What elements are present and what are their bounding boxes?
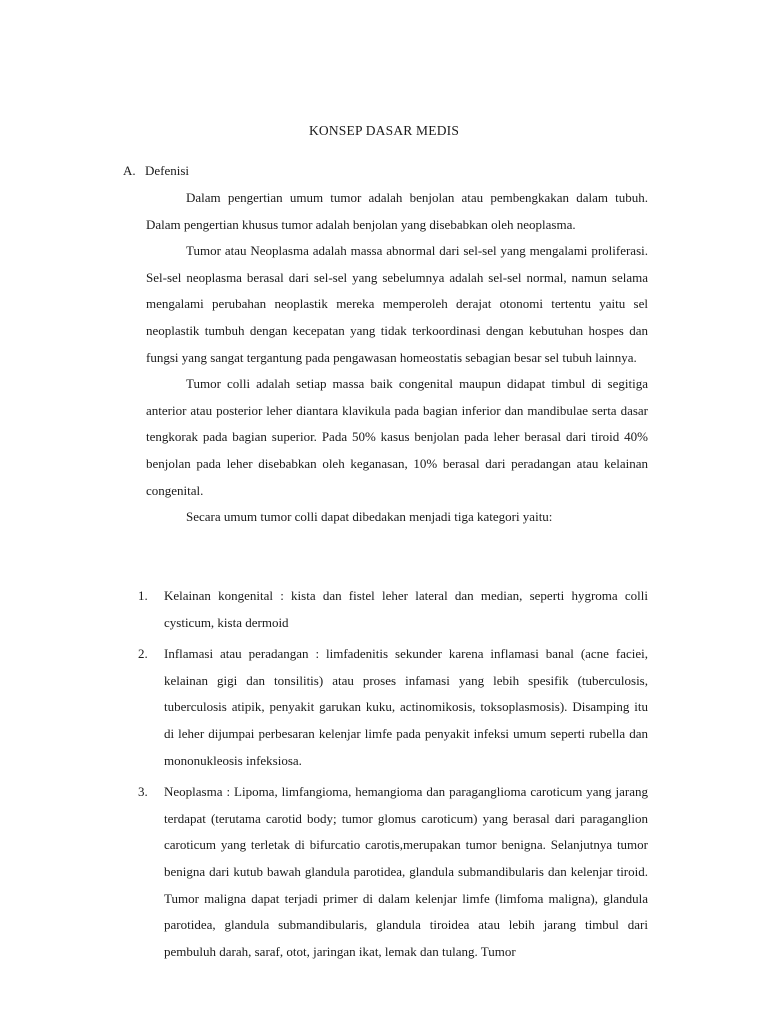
list-text: Kelainan kongenital : kista dan fistel leher lateral dan median, seperti hygroma colli cysticum, kista dermoid xyxy=(164,588,648,630)
section-letter: A. xyxy=(123,163,136,178)
paragraph: Tumor colli adalah setiap massa baik congenital maupun didapat timbul di segitiga anterior atau posterior leher diantara klavikula pada bagian inferior dan mandibulae serta dasar tengkorak pada bagian superior. Pada 50% kasus benjolan pada leher berasal dari tiroid 40% benjolan pada leher disebabkan oleh keganasan, 10% berasal dari peradangan atau kelainan congenital. xyxy=(146,376,648,498)
list-number: 2. xyxy=(138,646,148,662)
list-number: 1. xyxy=(138,588,148,603)
paragraph: Secara umum tumor colli dapat dibedakan menjadi tiga kategori yaitu: xyxy=(186,509,553,525)
paragraph: Dalam pengertian umum tumor adalah benjolan atau pembengkakan dalam tubuh. Dalam pengertian khusus tumor adalah benjolan yang disebabkan oleh neoplasma. xyxy=(146,190,648,232)
paragraph: Tumor atau Neoplasma adalah massa abnormal dari sel-sel yang mengalami proliferasi. Sel-sel neoplasma berasal dari sel-sel yang sebelumnya adalah sel-sel normal, namun selama mengalami perubahan neoplastik mereka memperoleh derajat otonomi tertentu yaitu sel neoplastik tumbuh dengan kecepatan yang tidak terkoordinasi dengan kebutuhan hospes dan fungsi yang sangat tergantung pada pengawasan homeostatis sebagian besar sel tubuh lainnya. xyxy=(146,243,648,365)
list-text: Neoplasma : Lipoma, limfangioma, hemangioma dan paraganglioma caroticum yang jarang terdapat (terutama carotid body; tumor glomus caroticum) yang berasal dari paraganglion caroticum yang terletak di bifurcatio carotis,merupakan tumor benigna. Selanjutnya tumor benigna dari kutub bawah glandula parotidea, glandula submandibularis dan kelenjar tiroid. Tumor maligna dapat terjadi primer di dalam kelenjar limfe (limfoma maligna), glandula parotidea, glandula submandibularis, glandula tiroidea atau lebih jarang timbul dari pembuluh darah, saraf, otot, jaringan ikat, lemak dan tulang. Tumor xyxy=(164,784,648,959)
list-text: Inflamasi atau peradangan : limfadenitis sekunder karena inflamasi banal (acne faciei, kelainan gigi dan tonsilitis) atau proses infamasi yang lebih spesifik (tuberculosis, tuberculosis atipik, penyakit garukan kuku, actinomikosis, toksoplasmosis). Disamping itu di leher dijumpai perbesaran kelenjar limfe pada penyakit infeksi umum seperti rubella dan mononukleosis infeksiosa. xyxy=(164,646,648,768)
numbered-list xyxy=(138,583,648,970)
section-title: Defenisi xyxy=(145,163,190,178)
list-item xyxy=(138,779,648,965)
section-body xyxy=(146,185,648,531)
list-item xyxy=(138,641,648,774)
page-title: KONSEP DASAR MEDIS xyxy=(308,123,460,138)
section-heading xyxy=(123,163,189,179)
list-item xyxy=(138,583,648,636)
list-number: 3. xyxy=(138,784,148,800)
